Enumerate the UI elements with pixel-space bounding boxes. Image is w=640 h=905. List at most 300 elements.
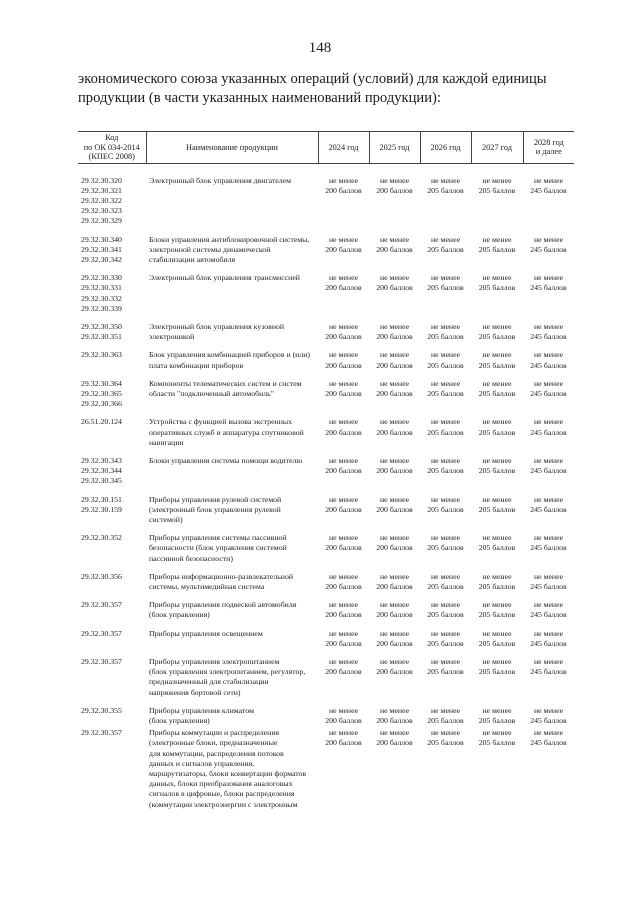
product-code: 29.32.30.151 bbox=[81, 494, 122, 504]
table-row bbox=[78, 592, 574, 620]
score-value-line: 200 баллов bbox=[376, 427, 413, 437]
score-cell bbox=[318, 314, 369, 342]
score-value-line: не менее bbox=[482, 657, 512, 667]
score-cell bbox=[420, 698, 471, 726]
score-value-line: 245 баллов bbox=[530, 388, 567, 398]
product-name-line: стабилизации автомобиля bbox=[149, 254, 236, 264]
product-code: 29.32.30.332 bbox=[81, 293, 122, 303]
score-cell bbox=[318, 227, 369, 266]
score-cell bbox=[420, 525, 471, 564]
product-code-cell bbox=[78, 371, 146, 410]
score-cell bbox=[420, 621, 471, 649]
score-cell bbox=[471, 726, 523, 810]
score-value-line: 200 баллов bbox=[325, 388, 362, 398]
score-value-line: не менее bbox=[379, 728, 410, 738]
score-value-line: не менее bbox=[482, 600, 512, 610]
score-value-line: 205 баллов bbox=[427, 283, 464, 293]
product-name-cell bbox=[146, 487, 318, 526]
score-value-line: 200 баллов bbox=[376, 185, 413, 195]
score-cell bbox=[369, 525, 420, 564]
header-year-line: 2025 год bbox=[379, 142, 410, 152]
score-cell bbox=[369, 448, 420, 487]
score-value-line: 200 баллов bbox=[376, 738, 413, 748]
header-name: Наименование продукции bbox=[146, 132, 318, 164]
product-code: 29.32.30.350 bbox=[81, 321, 122, 331]
product-code-cell bbox=[78, 564, 146, 592]
score-value-line: не менее bbox=[328, 628, 359, 638]
score-cell bbox=[523, 163, 574, 227]
header-year-2027 bbox=[471, 132, 523, 164]
score-cell bbox=[471, 227, 523, 266]
score-cell bbox=[471, 265, 523, 314]
score-value-line: не менее bbox=[379, 533, 410, 543]
score-value-line: не менее bbox=[430, 494, 461, 504]
score-value-line: не менее bbox=[533, 494, 564, 504]
table-body bbox=[78, 163, 574, 810]
score-value-line: не менее bbox=[430, 455, 461, 465]
score-value-line: не менее bbox=[430, 533, 461, 543]
score-cell bbox=[420, 371, 471, 410]
score-value-line: не менее bbox=[379, 455, 410, 465]
product-name-cell bbox=[146, 621, 318, 649]
product-name-cell bbox=[146, 726, 318, 810]
product-name-line: (блок управления) bbox=[149, 610, 210, 620]
score-value-line: 200 баллов bbox=[376, 332, 413, 342]
header-code-line: по ОК 034-2014 bbox=[83, 142, 140, 152]
product-name-line: Приборы коммутации и распределения bbox=[149, 728, 280, 738]
table-row bbox=[78, 621, 574, 649]
score-value-line: 205 баллов bbox=[427, 716, 464, 726]
score-value-line: не менее bbox=[533, 705, 564, 715]
score-value-line: не менее bbox=[328, 273, 359, 283]
score-value-line: не менее bbox=[379, 600, 410, 610]
product-code: 29.32.30.357 bbox=[81, 628, 122, 638]
score-value-line: 245 баллов bbox=[530, 360, 567, 370]
product-code: 29.32.30.352 bbox=[81, 533, 122, 543]
product-code: 29.32.30.364 bbox=[81, 378, 122, 388]
product-code-cell bbox=[78, 227, 146, 266]
score-value-line: не менее bbox=[328, 378, 359, 388]
score-cell bbox=[318, 265, 369, 314]
score-value-line: не менее bbox=[533, 234, 564, 244]
score-cell bbox=[523, 342, 574, 370]
score-cell bbox=[420, 487, 471, 526]
score-value-line: не менее bbox=[379, 378, 410, 388]
product-name-cell bbox=[146, 409, 318, 448]
product-name-line: Блоки управления антиблокировочной системы, bbox=[149, 234, 310, 244]
score-value-line: не менее bbox=[482, 728, 512, 738]
score-value-line: не менее bbox=[328, 175, 359, 185]
score-cell bbox=[420, 649, 471, 698]
score-value-line: 200 баллов bbox=[325, 582, 362, 591]
score-value-line: не менее bbox=[328, 705, 359, 715]
score-cell bbox=[369, 163, 420, 227]
score-value-line: 205 баллов bbox=[427, 332, 464, 342]
score-cell bbox=[318, 649, 369, 698]
score-value-line: 245 баллов bbox=[530, 283, 567, 293]
score-value-line: не менее bbox=[533, 600, 564, 610]
score-value-line: не менее bbox=[533, 657, 564, 667]
product-name-cell bbox=[146, 564, 318, 592]
score-value-line: 205 баллов bbox=[427, 427, 464, 437]
score-cell bbox=[318, 698, 369, 726]
score-value-line: 205 баллов bbox=[427, 185, 464, 195]
score-cell bbox=[318, 487, 369, 526]
product-code: 29.32.30.322 bbox=[81, 195, 122, 205]
header-year-line: 2024 год bbox=[328, 142, 359, 152]
product-code-cell bbox=[78, 265, 146, 314]
score-value-line: 200 баллов bbox=[376, 244, 413, 254]
score-value-line: 205 баллов bbox=[478, 610, 516, 620]
product-name-cell bbox=[146, 342, 318, 370]
score-value-line: 200 баллов bbox=[325, 244, 362, 254]
header-code-line: Код bbox=[105, 133, 119, 142]
header-year-2026 bbox=[420, 132, 471, 164]
score-value-line: 200 баллов bbox=[325, 716, 362, 726]
score-value-line: не менее bbox=[533, 533, 564, 543]
score-value-line: 205 баллов bbox=[427, 466, 464, 476]
score-value-line: не менее bbox=[482, 175, 512, 185]
score-value-line: не менее bbox=[430, 600, 461, 610]
header-year-line: 2027 год bbox=[482, 142, 512, 152]
table-header-row bbox=[78, 132, 574, 164]
score-value-line: 200 баллов bbox=[376, 388, 413, 398]
product-code: 29.32.30.331 bbox=[81, 283, 122, 293]
score-value-line: не менее bbox=[482, 455, 512, 465]
score-value-line: не менее bbox=[533, 273, 564, 283]
table-row bbox=[78, 564, 574, 592]
score-cell bbox=[523, 265, 574, 314]
score-value-line: 200 баллов bbox=[325, 504, 362, 514]
product-name-line: области "подключенный автомобиль" bbox=[149, 388, 274, 398]
score-cell bbox=[369, 371, 420, 410]
table-row bbox=[78, 448, 574, 487]
score-cell bbox=[471, 371, 523, 410]
score-value-line: не менее bbox=[482, 378, 512, 388]
product-name-line: (электронный блок управления рулевой bbox=[149, 504, 281, 514]
score-cell bbox=[318, 448, 369, 487]
score-cell bbox=[318, 409, 369, 448]
score-cell bbox=[420, 592, 471, 620]
product-code: 29.32.30.345 bbox=[81, 476, 122, 486]
product-name-line: системой) bbox=[149, 514, 183, 524]
product-name-line: Приборы управления климатом bbox=[149, 705, 254, 715]
product-code: 29.32.30.357 bbox=[81, 657, 122, 667]
product-name-line: Приборы управления электропитанием bbox=[149, 657, 280, 667]
score-cell bbox=[318, 592, 369, 620]
product-name-line: навигации bbox=[149, 437, 184, 447]
score-value-line: не менее bbox=[533, 417, 564, 427]
product-code: 29.32.30.344 bbox=[81, 466, 122, 476]
product-name-line: Устройства с функцией вызова экстренных bbox=[149, 417, 293, 427]
score-value-line: не менее bbox=[379, 705, 410, 715]
score-value-line: не менее bbox=[379, 657, 410, 667]
score-value-line: 205 баллов bbox=[478, 388, 516, 398]
table-row bbox=[78, 163, 574, 227]
product-name-line: системы, мультимедийная система bbox=[149, 582, 265, 591]
intro-line: продукции (в части указанных наименований продукции): bbox=[78, 90, 441, 106]
score-value-line: не менее bbox=[533, 571, 564, 581]
product-code: 29.32.30.329 bbox=[81, 216, 122, 226]
score-value-line: не менее bbox=[533, 455, 564, 465]
score-cell bbox=[523, 409, 574, 448]
score-cell bbox=[523, 698, 574, 726]
score-cell bbox=[369, 265, 420, 314]
product-code: 29.32.30.356 bbox=[81, 571, 122, 581]
product-name-line: Приборы управления освещением bbox=[149, 628, 263, 638]
score-value-line: не менее bbox=[328, 417, 359, 427]
score-value-line: 205 баллов bbox=[427, 244, 464, 254]
score-value-line: 205 баллов bbox=[427, 360, 464, 370]
product-code-cell bbox=[78, 314, 146, 342]
score-value-line: 245 баллов bbox=[530, 185, 567, 195]
score-value-line: не менее bbox=[379, 234, 410, 244]
score-cell bbox=[369, 649, 420, 698]
product-name-line: безопасности (блок управления системой bbox=[149, 543, 287, 553]
product-code: 29.32.30.159 bbox=[81, 504, 122, 514]
score-value-line: 245 баллов bbox=[530, 504, 567, 514]
header-year-2025 bbox=[369, 132, 420, 164]
header-year-line: 2026 год bbox=[430, 142, 461, 152]
score-value-line: 200 баллов bbox=[376, 716, 413, 726]
product-code: 29.32.30.355 bbox=[81, 705, 122, 715]
product-code: 29.32.30.365 bbox=[81, 388, 122, 398]
score-cell bbox=[420, 163, 471, 227]
score-value-line: не менее bbox=[328, 455, 359, 465]
score-value-line: 205 баллов bbox=[427, 738, 464, 748]
product-code: 29.32.30.320 bbox=[81, 175, 122, 185]
product-code-cell bbox=[78, 525, 146, 564]
score-value-line: 200 баллов bbox=[376, 466, 413, 476]
product-name-line: Электронный блок управления кузовной bbox=[149, 321, 285, 331]
score-value-line: 205 баллов bbox=[478, 466, 516, 476]
score-value-line: 205 баллов bbox=[427, 638, 464, 648]
table-row bbox=[78, 726, 574, 810]
table-row bbox=[78, 487, 574, 526]
product-name-line: (блок управления) bbox=[149, 716, 210, 726]
header-year-2024 bbox=[318, 132, 369, 164]
score-value-line: 200 баллов bbox=[325, 360, 362, 370]
table-row bbox=[78, 314, 574, 342]
score-value-line: 205 баллов bbox=[478, 582, 516, 591]
score-cell bbox=[420, 314, 471, 342]
score-value-line: не менее bbox=[482, 350, 512, 360]
product-name-line: напряжения бортовой сети) bbox=[149, 687, 241, 697]
score-value-line: не менее bbox=[328, 234, 359, 244]
score-cell bbox=[318, 371, 369, 410]
product-code-cell bbox=[78, 487, 146, 526]
score-cell bbox=[471, 592, 523, 620]
score-cell bbox=[523, 592, 574, 620]
score-value-line: не менее bbox=[482, 533, 512, 543]
score-cell bbox=[523, 525, 574, 564]
score-value-line: не менее bbox=[482, 321, 512, 331]
score-cell bbox=[318, 621, 369, 649]
score-value-line: не менее bbox=[430, 175, 461, 185]
score-value-line: не менее bbox=[482, 234, 512, 244]
score-cell bbox=[471, 487, 523, 526]
score-cell bbox=[523, 314, 574, 342]
product-code-cell bbox=[78, 649, 146, 698]
score-value-line: не менее bbox=[379, 273, 410, 283]
product-name-line: электронной системы динамической bbox=[149, 244, 271, 254]
score-value-line: не менее bbox=[430, 657, 461, 667]
score-cell bbox=[318, 564, 369, 592]
score-cell bbox=[369, 698, 420, 726]
product-code-cell bbox=[78, 726, 146, 810]
product-code: 29.32.30.351 bbox=[81, 332, 122, 342]
score-value-line: 200 баллов bbox=[325, 543, 362, 553]
score-value-line: 200 баллов bbox=[376, 610, 413, 620]
score-cell bbox=[318, 342, 369, 370]
score-value-line: 205 баллов bbox=[427, 388, 464, 398]
score-value-line: не менее bbox=[328, 533, 359, 543]
score-cell bbox=[420, 227, 471, 266]
score-cell bbox=[420, 409, 471, 448]
score-value-line: не менее bbox=[379, 494, 410, 504]
product-name-line: оперативных служб и аппаратура спутниковой bbox=[149, 427, 304, 437]
product-name-line: Приборы управления подвеской автомобиля bbox=[149, 600, 297, 610]
score-cell bbox=[523, 371, 574, 410]
product-name-cell bbox=[146, 371, 318, 410]
product-code: 29.32.30.340 bbox=[81, 234, 122, 244]
score-cell bbox=[369, 227, 420, 266]
score-value-line: не менее bbox=[482, 273, 512, 283]
score-value-line: не менее bbox=[379, 175, 410, 185]
score-value-line: 200 баллов bbox=[376, 667, 413, 677]
score-cell bbox=[369, 314, 420, 342]
product-name-line: Компоненты телематических систем и систем bbox=[149, 378, 302, 388]
product-name-line: плата комбинации приборов bbox=[149, 360, 244, 370]
product-name-cell bbox=[146, 525, 318, 564]
table-row bbox=[78, 265, 574, 314]
score-value-line: не менее bbox=[533, 175, 564, 185]
score-cell bbox=[471, 409, 523, 448]
score-value-line: 245 баллов bbox=[530, 582, 567, 591]
table-row bbox=[78, 227, 574, 266]
score-cell bbox=[369, 409, 420, 448]
product-name-line: Приборы управления системы пассивной bbox=[149, 533, 287, 543]
score-value-line: 205 баллов bbox=[427, 667, 464, 677]
product-name-line: пассивной безопасности) bbox=[149, 553, 233, 563]
intro-line: экономического союза указанных операций (условий) для каждой единицы bbox=[78, 71, 547, 87]
score-value-line: 200 баллов bbox=[376, 543, 413, 553]
score-value-line: не менее bbox=[430, 234, 461, 244]
score-value-line: 245 баллов bbox=[530, 543, 567, 553]
score-value-line: 200 баллов bbox=[325, 185, 362, 195]
score-value-line: не менее bbox=[533, 628, 564, 638]
product-code: 29.32.30.366 bbox=[81, 399, 122, 409]
header-code-line: (КПЕС 2008) bbox=[88, 152, 135, 161]
score-value-line: 200 баллов bbox=[325, 332, 362, 342]
score-value-line: 205 баллов bbox=[478, 360, 516, 370]
product-code: 29.32.30.343 bbox=[81, 455, 122, 465]
score-cell bbox=[369, 342, 420, 370]
product-name-cell bbox=[146, 227, 318, 266]
score-value-line: 200 баллов bbox=[376, 638, 413, 648]
score-value-line: 245 баллов bbox=[530, 638, 567, 648]
score-value-line: не менее bbox=[328, 350, 359, 360]
score-value-line: не менее bbox=[379, 350, 410, 360]
score-value-line: 200 баллов bbox=[376, 360, 413, 370]
score-cell bbox=[420, 265, 471, 314]
product-name-cell bbox=[146, 649, 318, 698]
score-value-line: 205 баллов bbox=[478, 283, 516, 293]
product-name-line: Приборы управления рулевой системой bbox=[149, 494, 282, 504]
header-code bbox=[78, 132, 146, 164]
product-code-cell bbox=[78, 448, 146, 487]
product-name-line: электроникой bbox=[149, 332, 195, 342]
score-value-line: не менее bbox=[482, 628, 512, 638]
score-value-line: 205 баллов bbox=[478, 738, 516, 748]
score-value-line: не менее bbox=[328, 494, 359, 504]
table-row bbox=[78, 371, 574, 410]
score-cell bbox=[471, 649, 523, 698]
header-year-line: и далее bbox=[535, 147, 562, 157]
score-value-line: 205 баллов bbox=[478, 716, 516, 726]
product-code: 29.32.30.330 bbox=[81, 273, 122, 283]
product-code-cell bbox=[78, 163, 146, 227]
score-value-line: 200 баллов bbox=[325, 283, 362, 293]
product-code-cell bbox=[78, 592, 146, 620]
score-value-line: 205 баллов bbox=[427, 610, 464, 620]
score-value-line: 245 баллов bbox=[530, 738, 567, 748]
score-value-line: не менее bbox=[430, 273, 461, 283]
score-value-line: 205 баллов bbox=[427, 504, 464, 514]
score-value-line: 200 баллов bbox=[325, 610, 362, 620]
product-name-cell bbox=[146, 314, 318, 342]
score-value-line: не менее bbox=[430, 321, 461, 331]
product-code: 29.32.30.363 bbox=[81, 350, 122, 360]
product-name-line: данных, блоки преобразования аналоговых bbox=[149, 779, 293, 789]
score-value-line: 245 баллов bbox=[530, 667, 567, 677]
table-row bbox=[78, 698, 574, 726]
score-value-line: не менее bbox=[430, 350, 461, 360]
score-value-line: не менее bbox=[430, 417, 461, 427]
score-value-line: 245 баллов bbox=[530, 610, 567, 620]
table-row bbox=[78, 525, 574, 564]
score-value-line: 200 баллов bbox=[376, 504, 413, 514]
score-value-line: не менее bbox=[379, 417, 410, 427]
score-cell bbox=[523, 448, 574, 487]
score-value-line: 205 баллов bbox=[478, 332, 516, 342]
score-value-line: 200 баллов bbox=[325, 738, 362, 748]
intro-paragraph bbox=[78, 70, 578, 108]
score-value-line: 205 баллов bbox=[478, 638, 516, 648]
score-cell bbox=[318, 525, 369, 564]
score-cell bbox=[369, 726, 420, 810]
product-code: 29.32.30.357 bbox=[81, 728, 122, 738]
score-value-line: не менее bbox=[482, 571, 512, 581]
score-value-line: не менее bbox=[379, 628, 410, 638]
product-code-cell bbox=[78, 409, 146, 448]
product-name-line: маршрутизаторы, блоки конвертации форматов bbox=[149, 769, 307, 779]
score-value-line: не менее bbox=[533, 350, 564, 360]
page-number: 148 bbox=[308, 40, 332, 56]
product-name-cell bbox=[146, 698, 318, 726]
product-name-line: (блок управления электропитанием, регулятор, bbox=[149, 667, 306, 677]
score-value-line: не менее bbox=[328, 571, 359, 581]
product-code: 29.32.30.339 bbox=[81, 303, 122, 313]
score-value-line: 200 баллов bbox=[376, 283, 413, 293]
product-name-line: (коммутации электроэнергии с электронным bbox=[149, 799, 298, 809]
product-code-cell bbox=[78, 342, 146, 370]
product-score-table bbox=[78, 131, 574, 810]
score-cell bbox=[471, 163, 523, 227]
score-value-line: 205 баллов bbox=[478, 185, 516, 195]
score-value-line: 245 баллов bbox=[530, 716, 567, 726]
product-name-line: предназначенный для стабилизации bbox=[149, 677, 269, 687]
